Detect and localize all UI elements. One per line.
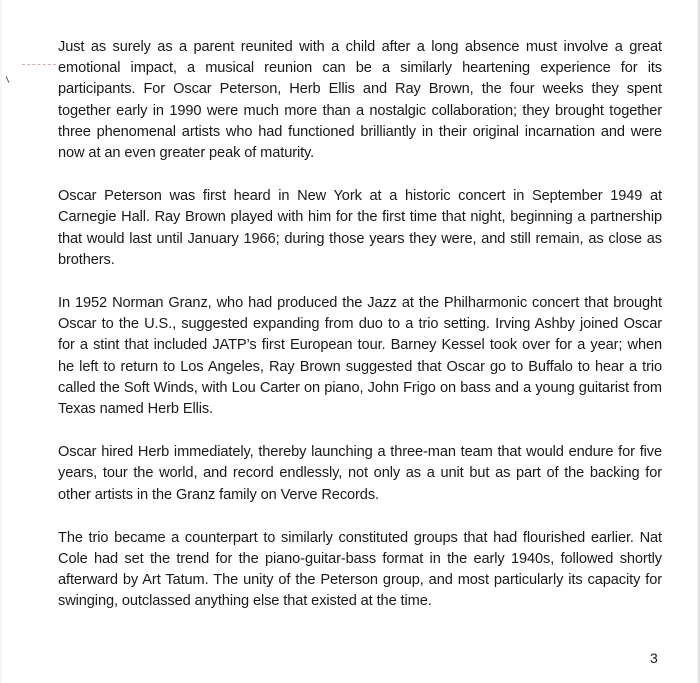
scan-mark bbox=[22, 64, 56, 67]
page-number: 3 bbox=[650, 650, 658, 666]
paragraph-counterpart: The trio became a counterpart to similarly constituted groups that had flourished earlier. Nat Cole had set the trend for the piano-guitar-bass format in the early 1940s, followed shortly afterward by Art Tatum. The unity of the Peterson group, and most particularly its capacity for swinging, outclassed anything else that existed at the time. bbox=[58, 529, 662, 610]
paragraph-carnegie-hall: Oscar Peterson was first heard in New York at a historic concert in September 1949 at Carnegie Hall. Ray Brown played with him for the first time that night, beginning a partnership that would last until January 1966; during those years they were, and still remain, as close as brothers. bbox=[58, 188, 662, 268]
paragraph-trio-origins: In 1952 Norman Granz, who had produced the Jazz at the Philharmonic concert that brought Oscar to the U.S., suggested expanding from duo to a trio setting. Irving Ashby joined Oscar for a stint that included JATP’s first European tour. Barney Kessel took over for a year; when he left to return to Los Angeles, Ray Brown suggested that Oscar go to Buffalo to hear a trio called the Soft Winds, with Lou Carter on piano, John Frigo on bass and a young guitarist from Texas named Herb Ellis. bbox=[58, 295, 662, 418]
paragraph-herb-hired: Oscar hired Herb immediately, thereby launching a three-man team that would endure for five years, tour the world, and record endlessly, not only as a unit but as part of the backing for other artists in the Granz family on Verve Records. bbox=[58, 444, 662, 503]
scan-tick bbox=[6, 76, 10, 83]
scan-edge-left bbox=[0, 0, 2, 683]
body-text bbox=[58, 37, 662, 635]
paragraph-reunion: Just as surely as a parent reunited with a child after a long absence must involve a great emotional impact, a musical reunion can be a similarly heartening experience for its participants. For Oscar Peterson, Herb Ellis and Ray Brown, the four weeks they spent together early in 1990 were much more than a nostalgic collaboration; they brought together three phenomenal artists who had functioned brilliantly in their original incarnation and were now at an even greater peak of maturity. bbox=[58, 39, 662, 162]
